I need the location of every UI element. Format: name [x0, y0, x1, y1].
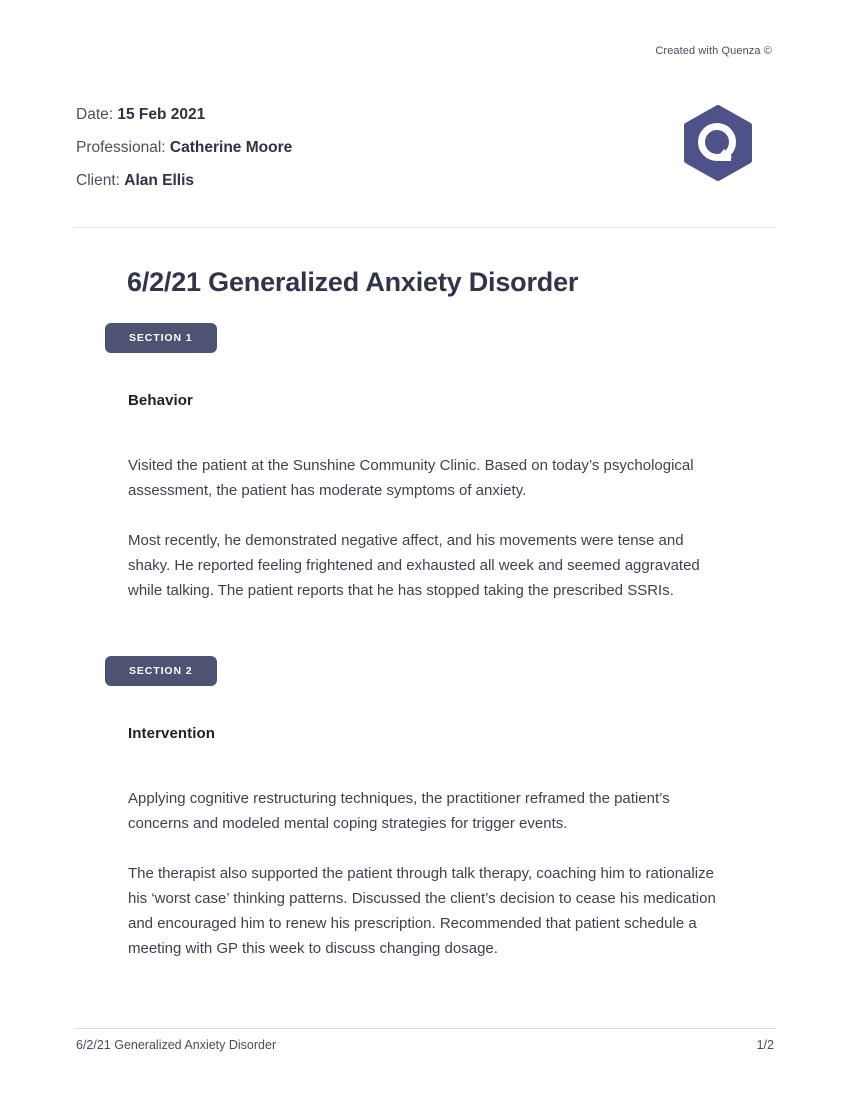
meta-value-professional: Catherine Moore	[169, 139, 293, 156]
section-1-paragraph-1: Visited the patient at the Sunshine Community Clinic. Based on today’s psychological assessment, the patient has moderate symptoms of anxiety.	[128, 457, 694, 499]
page-footer	[76, 1038, 774, 1052]
document-content	[105, 262, 774, 961]
meta-label-client: Client:	[76, 172, 120, 189]
quenza-hexagon-q-logo-icon	[678, 105, 758, 185]
footer-page-number: 1/2	[756, 1038, 774, 1052]
footer-document-title: 6/2/21 Generalized Anxiety Disorder	[76, 1038, 277, 1052]
header-divider	[74, 227, 776, 228]
meta-row-client	[76, 164, 636, 197]
section-heading-intervention: Intervention	[128, 725, 216, 742]
section-2	[105, 635, 774, 961]
section-heading-behavior: Behavior	[128, 392, 193, 409]
section-1-paragraph-2: Most recently, he demonstrated negative affect, and his movements were tense and shaky. He reported feeling frightened and exhausted all week and seemed aggravated while talking. The patient reports that he has stopped taking the prescribed SSRIs.	[128, 532, 700, 599]
section-badge-2: SECTION 2	[105, 656, 217, 686]
document-meta-block	[76, 98, 636, 197]
meta-row-professional	[76, 131, 636, 164]
footer-divider	[74, 1028, 776, 1029]
page-title: 6/2/21 Generalized Anxiety Disorder	[127, 267, 579, 297]
section-badge-1: SECTION 1	[105, 323, 217, 353]
section-1	[105, 302, 774, 603]
meta-label-date: Date:	[76, 106, 114, 123]
section-2-paragraph-2: The therapist also supported the patient through talk therapy, coaching him to rationalize his ‘worst case’ thinking patterns. Discussed the client’s decision to cease his medication and encouraged him to renew his prescription. Recommended that patient schedule a meeting with GP this week to discuss changing dosage.	[128, 865, 716, 957]
meta-value-client: Alan Ellis	[124, 172, 195, 189]
section-gap	[105, 603, 774, 635]
meta-label-professional: Professional:	[76, 139, 166, 156]
section-2-paragraph-1: Applying cognitive restructuring techniques, the practitioner reframed the patient’s concerns and modeled mental coping strategies for trigger events.	[128, 790, 670, 832]
meta-value-date: 15 Feb 2021	[117, 106, 206, 123]
created-with-quenza-watermark: Created with Quenza ©	[655, 45, 772, 57]
meta-row-date	[76, 98, 636, 131]
